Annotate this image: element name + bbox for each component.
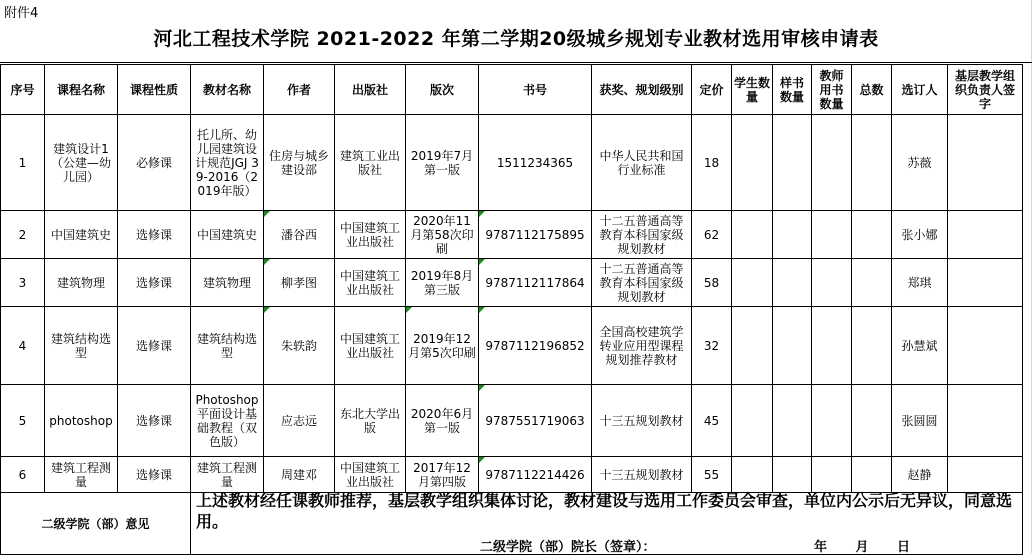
cell-award: 十三五规划教材 (592, 457, 692, 493)
table-row (1, 259, 1023, 307)
cell-isbn: 9787112117864 (479, 259, 592, 307)
cell-signature (948, 457, 1023, 493)
cell-award: 十二五普通高等教育本科国家级规划教材 (592, 211, 692, 259)
cell-price: 18 (692, 115, 732, 211)
cell-signature (948, 307, 1023, 385)
cell-isbn: 9787551719063 (479, 385, 592, 457)
cell-nature: 选修课 (118, 307, 191, 385)
cell-edition: 2017年12月第四版 (406, 457, 479, 493)
footer-label: 二级学院（部）意见 (1, 493, 191, 555)
cell-nature: 选修课 (118, 457, 191, 493)
cell-price: 62 (692, 211, 732, 259)
header-cell: 基层教学组织负责人签字 (948, 65, 1023, 115)
cell-total (852, 211, 892, 259)
cell-edition: 2020年11月第58次印刷 (406, 211, 479, 259)
cell-course: 建筑设计1（公建—幼儿园） (45, 115, 118, 211)
cell-course: 中国建筑史 (45, 211, 118, 259)
cell-student-qty (732, 211, 773, 259)
cell-publisher: 中国建筑工业出版社 (335, 211, 406, 259)
cell-no: 3 (1, 259, 45, 307)
cell-total (852, 457, 892, 493)
cell-teacher-qty (812, 259, 852, 307)
cell-student-qty (732, 115, 773, 211)
cell-edition: 2019年12月第5次印刷 (406, 307, 479, 385)
cell-sample-qty (773, 307, 812, 385)
cell-orderer: 赵静 (892, 457, 948, 493)
cell-award: 中华人民共和国行业标准 (592, 115, 692, 211)
cell-award: 十二五普通高等教育本科国家级规划教材 (592, 259, 692, 307)
cell-course: photoshop (45, 385, 118, 457)
cell-isbn: 9787112196852 (479, 307, 592, 385)
cell-publisher: 东北大学出版 (335, 385, 406, 457)
cell-author: 柳孝图 (264, 259, 335, 307)
cell-author: 周建邓 (264, 457, 335, 493)
cell-nature: 选修课 (118, 211, 191, 259)
cell-teacher-qty (812, 211, 852, 259)
header-cell: 样书数量 (773, 65, 812, 115)
cell-price: 55 (692, 457, 732, 493)
cell-isbn: 9787112214426 (479, 457, 592, 493)
cell-sample-qty (773, 457, 812, 493)
table-row (1, 385, 1023, 457)
cell-student-qty (732, 307, 773, 385)
cell-nature: 选修课 (118, 259, 191, 307)
cell-award: 十三五规划教材 (592, 385, 692, 457)
cell-teacher-qty (812, 385, 852, 457)
cell-course: 建筑工程测量 (45, 457, 118, 493)
cell-author: 朱轶韵 (264, 307, 335, 385)
header-cell: 总数 (852, 65, 892, 115)
cell-orderer: 张小娜 (892, 211, 948, 259)
cell-student-qty (732, 259, 773, 307)
cell-no: 4 (1, 307, 45, 385)
cell-no: 5 (1, 385, 45, 457)
header-cell: 获奖、规划级别 (592, 65, 692, 115)
cell-publisher: 中国建筑工业出版社 (335, 259, 406, 307)
cell-sample-qty (773, 211, 812, 259)
cell-textbook: 建筑结构选型 (191, 307, 264, 385)
header-cell: 作者 (264, 65, 335, 115)
header-cell: 学生数量 (732, 65, 773, 115)
cell-isbn: 9787112175895 (479, 211, 592, 259)
cell-award: 全国高校建筑学转业应用型课程规划推荐教材 (592, 307, 692, 385)
cell-textbook: 托儿所、幼儿园建筑设计规范JGJ 39-2016（2019年版） (191, 115, 264, 211)
cell-course: 建筑物理 (45, 259, 118, 307)
header-cell: 选订人 (892, 65, 948, 115)
cell-sample-qty (773, 115, 812, 211)
cell-nature: 必修课 (118, 115, 191, 211)
cell-textbook: 中国建筑史 (191, 211, 264, 259)
table-row (1, 115, 1023, 211)
header-cell: 序号 (1, 65, 45, 115)
cell-textbook: 建筑物理 (191, 259, 264, 307)
cell-publisher: 中国建筑工业出版社 (335, 457, 406, 493)
cell-publisher: 建筑工业出版社 (335, 115, 406, 211)
cell-sample-qty (773, 259, 812, 307)
cell-no: 6 (1, 457, 45, 493)
cell-total (852, 307, 892, 385)
header-cell: 定价 (692, 65, 732, 115)
textbook-table (0, 64, 1023, 555)
header-cell: 出版社 (335, 65, 406, 115)
cell-textbook: 建筑工程测量 (191, 457, 264, 493)
table-header-row (1, 65, 1023, 115)
cell-signature (948, 385, 1023, 457)
header-cell: 课程名称 (45, 65, 118, 115)
table-row (1, 211, 1023, 259)
header-cell: 课程性质 (118, 65, 191, 115)
table-row (1, 307, 1023, 385)
cell-total (852, 115, 892, 211)
cell-author: 应志远 (264, 385, 335, 457)
cell-total (852, 385, 892, 457)
table-row (1, 457, 1023, 493)
header-cell: 教师用书数量 (812, 65, 852, 115)
cell-student-qty (732, 385, 773, 457)
cell-total (852, 259, 892, 307)
cell-course: 建筑结构选型 (45, 307, 118, 385)
cell-orderer: 孙慧斌 (892, 307, 948, 385)
cell-nature: 选修课 (118, 385, 191, 457)
cell-edition: 2019年8月第三版 (406, 259, 479, 307)
cell-orderer: 郑琪 (892, 259, 948, 307)
cell-orderer: 苏薇 (892, 115, 948, 211)
cell-price: 32 (692, 307, 732, 385)
cell-edition: 2020年6月第一版 (406, 385, 479, 457)
page-title: 河北工程技术学院 2021-2022 年第二学期20级城乡规划专业教材选用审核申请表 (153, 28, 879, 50)
cell-author: 潘谷西 (264, 211, 335, 259)
opinion-text: 上述教材经任课教师推荐，基层教学组织集体讨论，教材建设与选用工作委员会审查，单位内公示后无异议，同意选用。 (196, 491, 1013, 531)
cell-no: 2 (1, 211, 45, 259)
cell-signature (948, 115, 1023, 211)
header-cell: 版次 (406, 65, 479, 115)
cell-price: 45 (692, 385, 732, 457)
cell-publisher: 中国建筑工业出版社 (335, 307, 406, 385)
cell-textbook: Photoshop平面设计基础教程（双色版） (191, 385, 264, 457)
cell-signature (948, 259, 1023, 307)
header-cell: 教材名称 (191, 65, 264, 115)
cell-isbn: 1511234365 (479, 115, 592, 211)
cell-teacher-qty (812, 457, 852, 493)
date-line: 年 月 日 (814, 540, 911, 555)
cell-price: 58 (692, 259, 732, 307)
header-cell: 书号 (479, 65, 592, 115)
cell-orderer: 张圆圆 (892, 385, 948, 457)
attachment-label: 附件4 (4, 6, 39, 21)
cell-teacher-qty (812, 307, 852, 385)
cell-no: 1 (1, 115, 45, 211)
cell-sample-qty (773, 385, 812, 457)
cell-teacher-qty (812, 115, 852, 211)
cell-edition: 2019年7月第一版 (406, 115, 479, 211)
dean-signature-line: 二级学院（部）院长（签章）： (480, 540, 656, 555)
cell-signature (948, 211, 1023, 259)
cell-author: 住房与城乡建设部 (264, 115, 335, 211)
cell-student-qty (732, 457, 773, 493)
